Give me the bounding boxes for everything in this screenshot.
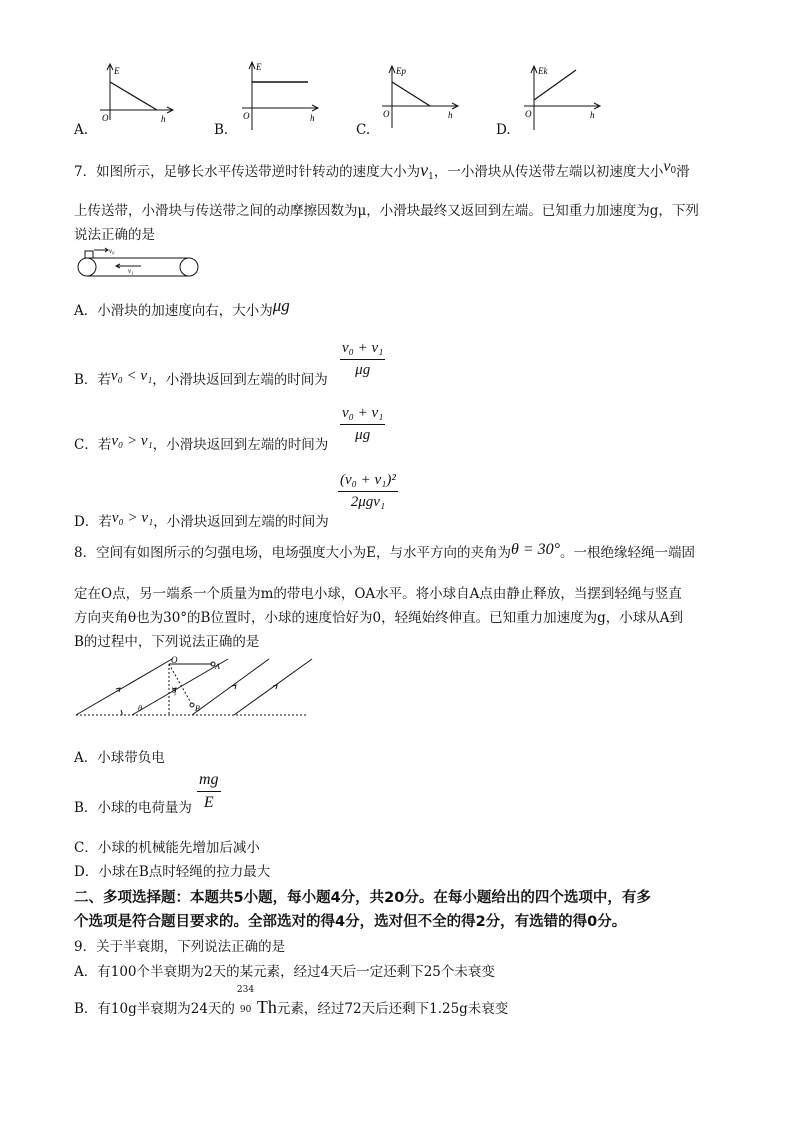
graph-d-xlabel: h xyxy=(590,110,595,120)
graph-d-origin: O xyxy=(525,109,532,119)
q7-stem-line3: 说法正确的是 xyxy=(74,227,155,243)
nuclide-mass-number: 234 xyxy=(236,985,255,995)
graph-a-origin: O xyxy=(102,113,109,123)
fig-v1-label: v₁ xyxy=(128,267,134,275)
q7-option-a: A．小滑块的加速度向右，大小为μg xyxy=(74,296,290,319)
section2-heading-line1: 二、多项选择题：本题共5小题，每小题4分，共20分。在每小题给出的四个选项中，有多 xyxy=(74,890,651,906)
fig-point-a: A xyxy=(215,662,220,671)
conveyor-belt-figure xyxy=(76,245,206,280)
q9-option-b: B．有10g半衰期为24天的 234 90 Th元素，经过72天后还剩下1.25g未衰变 xyxy=(74,985,509,1017)
graph-a-energy-decreasing xyxy=(95,60,175,130)
q7-stem-line1: 7．如图所示，足够长水平传送带逆时针转动的速度大小为$v_1$，一小滑块从传送带左端以初速度大小$v^0$滑 xyxy=(74,158,690,182)
q8-option-c: C．小球的机械能先增加后减小 xyxy=(74,840,260,856)
graph-c-origin: O xyxy=(383,109,390,119)
nuclide-symbol: Th xyxy=(256,997,277,1017)
q8-option-a: A．小球带负电 xyxy=(74,750,165,766)
graph-c-xlabel: h xyxy=(448,110,453,120)
graph-a-option-label: A. xyxy=(74,122,89,138)
graph-b-option-label: B. xyxy=(214,122,229,138)
graph-d-kinetic-energy xyxy=(520,62,600,132)
graph-b-xlabel: h xyxy=(310,113,315,123)
fig-point-o: O xyxy=(171,655,178,665)
graph-c-potential-energy xyxy=(378,62,458,132)
q9-option-a: A．有100个半衰期为2天的某元素，经过4天后一定还剩下25个未衰变 xyxy=(74,964,495,980)
graph-d-ylabel: Ek xyxy=(538,66,548,76)
q7-stem-line2: 上传送带，小滑块与传送带之间的动摩擦因数为μ，小滑块最终又返回到左端。已知重力加速度为g，下列 xyxy=(74,203,699,219)
fig-point-b: B xyxy=(195,704,200,713)
q8-option-d: D．小球在B点时轻绳的拉力最大 xyxy=(74,864,271,880)
q7-option-c-fraction: $\frac{\text{v₀ + v₁}}{\mu g}$ xyxy=(342,405,384,443)
q7-option-b: B．若v₀ < v₁，小滑块返回到左端的时间为 xyxy=(74,368,328,388)
q7-option-d: D．若v₀ > v₁，小滑块返回到左端的时间为 xyxy=(74,510,329,530)
fig-v0-label: v₀ xyxy=(109,247,115,255)
graph-c-ylabel: Ep xyxy=(396,66,406,76)
fig-theta-label: θ xyxy=(138,704,142,713)
graph-d-option-label: D. xyxy=(496,122,511,138)
electric-field-figure xyxy=(74,655,314,720)
nuclide-atomic-number: 90 xyxy=(239,1005,252,1015)
q8-option-b-fraction: $\frac{mg}{E}$ xyxy=(199,771,219,811)
q8-option-b: B．小球的电荷量为 xyxy=(74,800,192,816)
graph-c-option-label: C. xyxy=(356,122,371,138)
q7-option-c: C．若v₀ > v₁，小滑块返回到左端的时间为 xyxy=(74,433,329,453)
q9-stem: 9．关于半衰期，下列说法正确的是 xyxy=(74,939,286,955)
q8-stem-line2: 定在O点，另一端系一个质量为m的带电小球，OA水平。将小球自A点由静止释放，当摆到轻绳与竖直 xyxy=(74,586,682,602)
graph-b-energy-constant xyxy=(238,58,318,130)
graph-a-ylabel: E xyxy=(114,66,120,76)
q7-option-d-fraction: (v₀ + v₁)² 2μgv₁ xyxy=(340,472,396,510)
section2-heading-line2: 个选项是符合题目要求的。全部选对的得4分，选对但不全的得2分，有选错的得0分。 xyxy=(74,914,627,930)
graph-a-xlabel: h xyxy=(161,114,166,124)
graph-b-ylabel: E xyxy=(256,62,262,72)
graph-b-origin: O xyxy=(243,111,250,121)
q8-stem-line4: B的过程中，下列说法正确的是 xyxy=(74,634,260,650)
q8-stem-line3: 方向夹角θ也为30°的B位置时，小球的速度恰好为0，轻绳始终伸直。已知重力加速度为g，小球从A到 xyxy=(74,610,683,626)
fig-angle-label: 30° xyxy=(170,687,176,696)
q7-option-b-fraction: $\frac{\text{v₀ + v₁}}{\mu g}$ xyxy=(342,340,384,378)
q8-stem-line1: 8．空间有如图所示的匀强电场，电场强度大小为E，与水平方向的夹角为θ = 30°。一根绝缘轻绳一端固 xyxy=(74,541,696,561)
